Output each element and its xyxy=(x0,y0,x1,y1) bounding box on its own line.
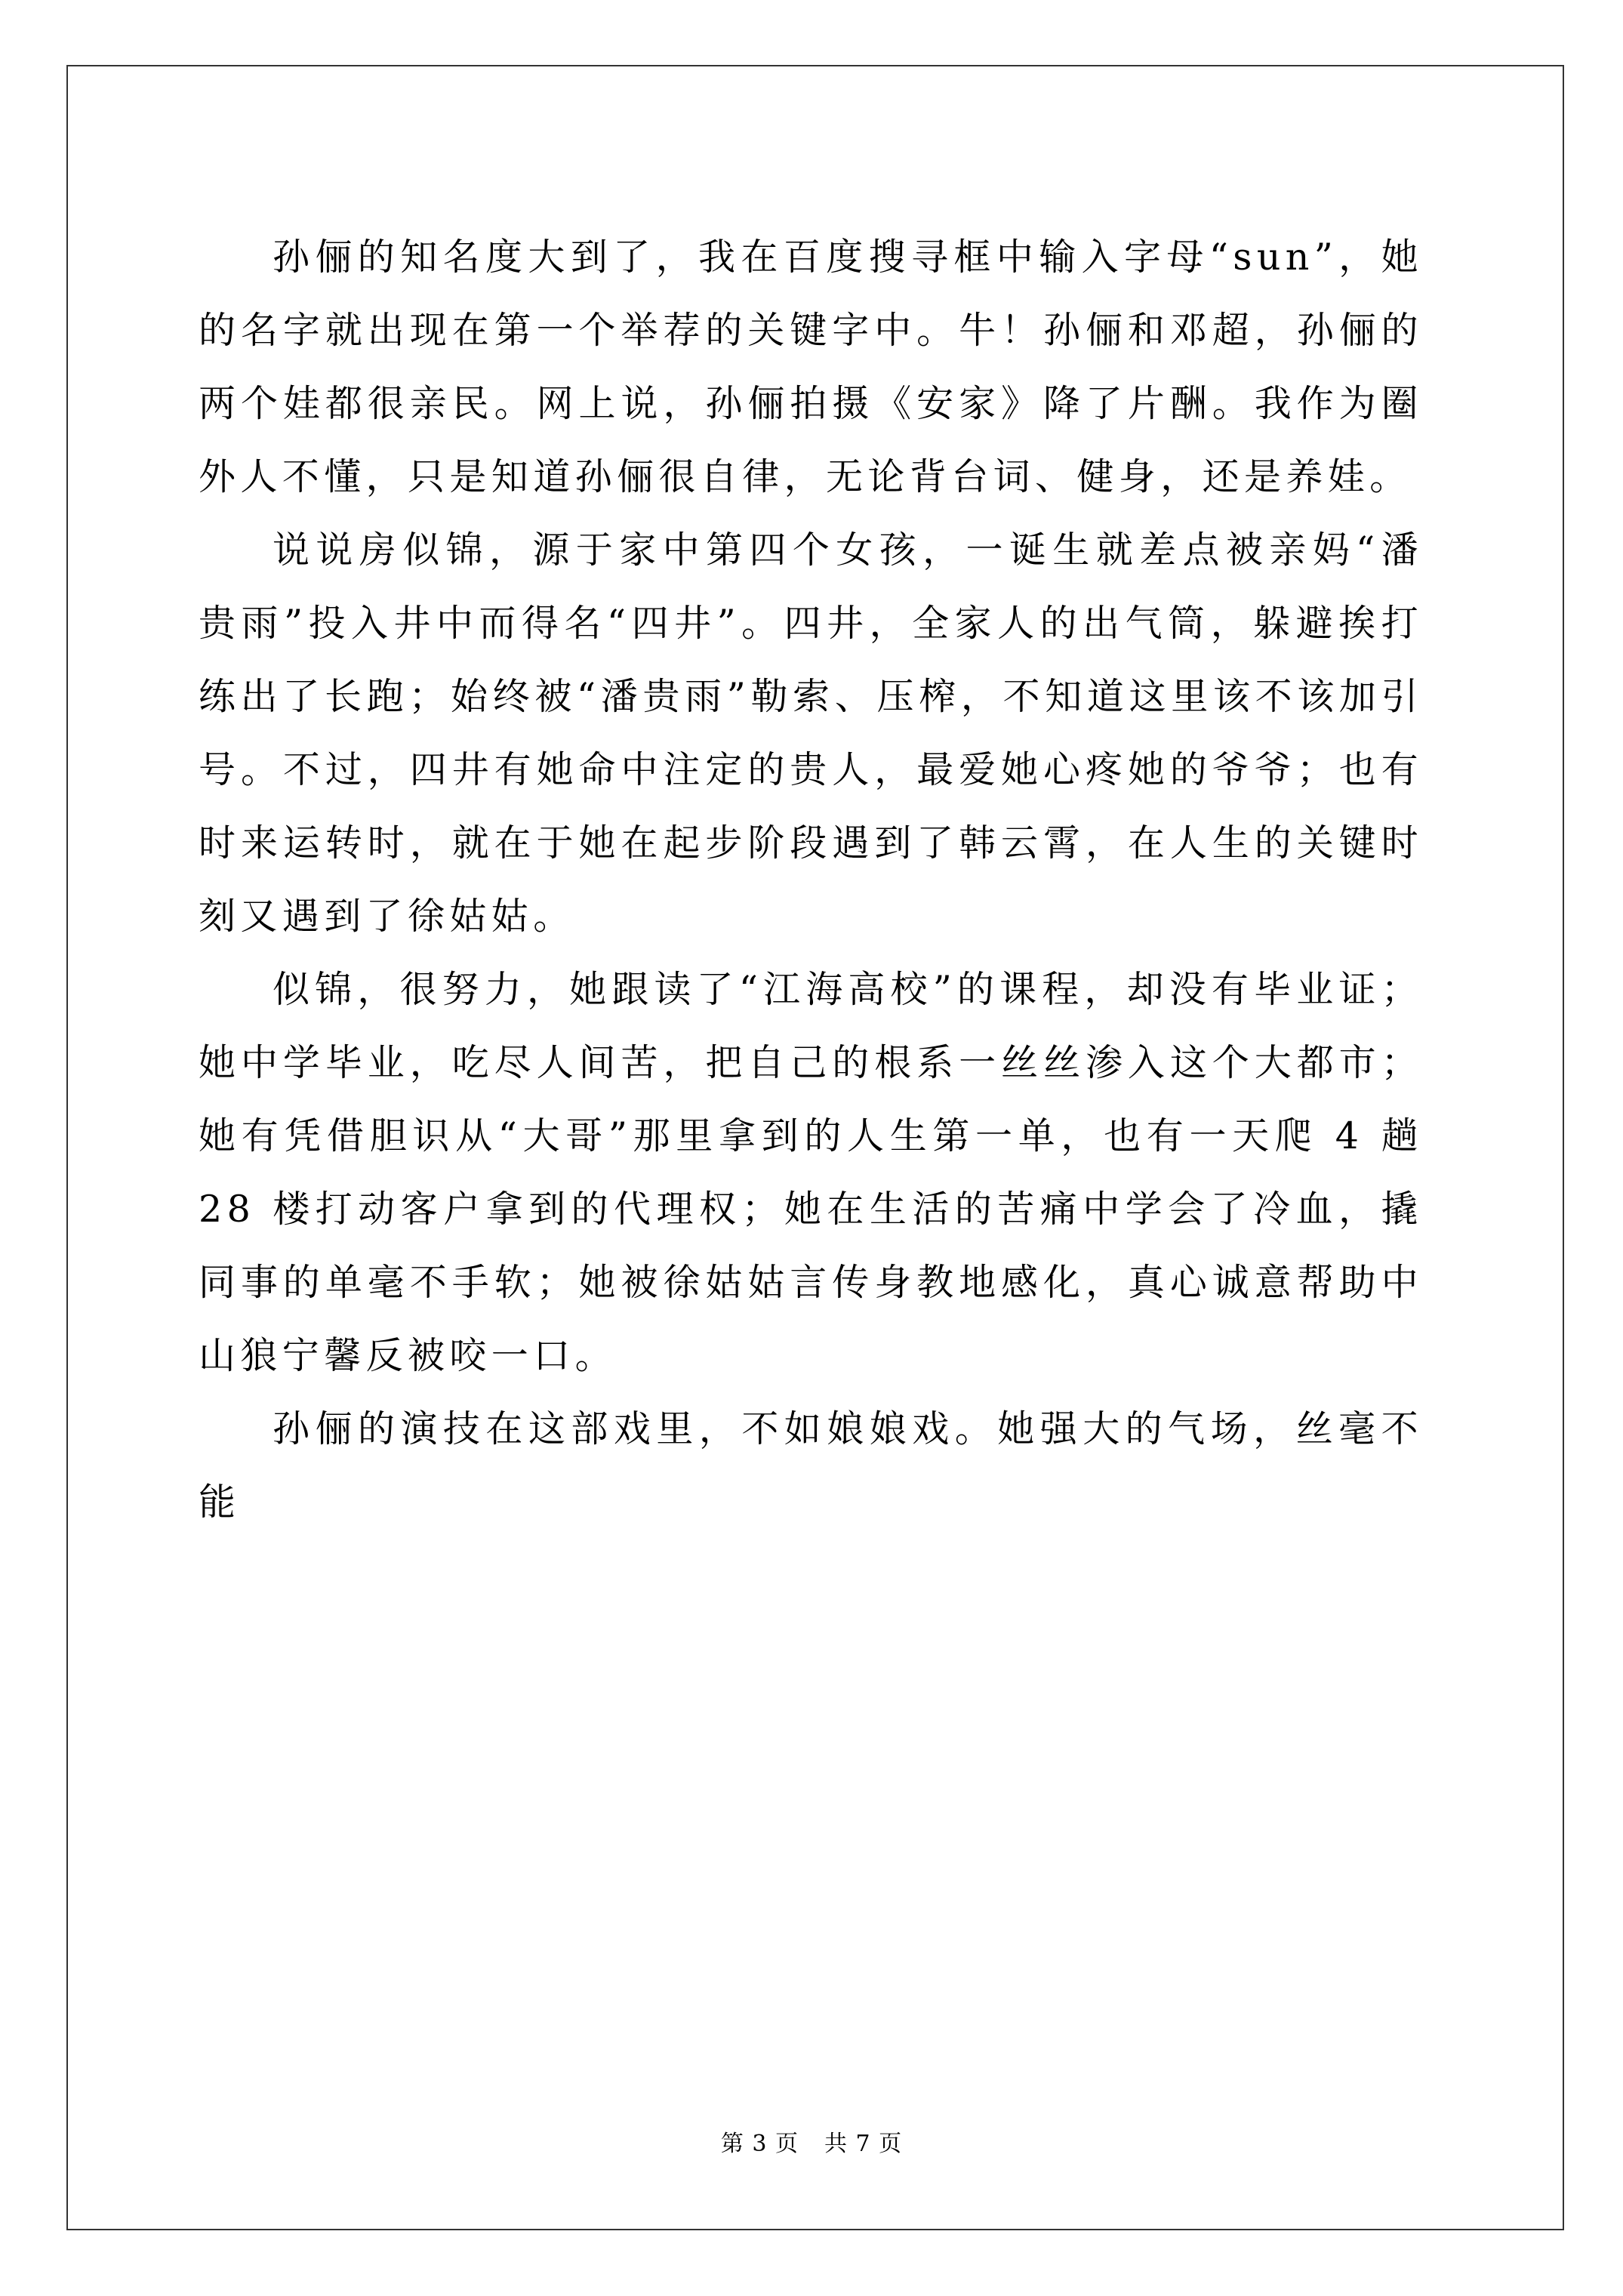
document-body xyxy=(199,220,1423,1539)
paragraph-4: 孙俪的演技在这部戏里，不如娘娘戏。她强大的气场，丝毫不能 xyxy=(199,1407,1423,1524)
page-footer xyxy=(0,2129,1623,2159)
page-total: 共 7 页 xyxy=(824,2131,903,2157)
page-number: 第 3 页 xyxy=(720,2131,799,2157)
paragraph-3: 似锦，很努力，她跟读了“江海高校”的课程，却没有毕业证；她中学毕业，吃尽人间苦，把自己的根系一丝丝渗入这个大都市；她有凭借胆识从“大哥”那里拿到的人生第一单，也有一天爬 4 趟 28 楼打动客户拿到的代理权；她在生活的苦痛中学会了冷血，撬同事的单毫不手软；她被徐姑姑言传身教地感化，真心诚意帮助中山狼宁馨反被咬一口。 xyxy=(199,968,1423,1377)
paragraph-1: 孙俪的知名度大到了，我在百度搜寻框中输入字母“sun”，她的名字就出现在第一个举荐的关键字中。牛！孙俪和邓超，孙俪的两个娃都很亲民。网上说，孙俪拍摄《安家》降了片酬。我作为圈外人不懂，只是知道孙俪很自律，无论背台词、健身，还是养娃。 xyxy=(199,236,1423,498)
paragraph-2: 说说房似锦，源于家中第四个女孩，一诞生就差点被亲妈“潘贵雨”投入井中而得名“四井”。四井，全家人的出气筒，躲避挨打练出了长跑；始终被“潘贵雨”勒索、压榨，不知道这里该不该加引号。不过，四井有她命中注定的贵人，最爱她心疼她的爷爷；也有时来运转时，就在于她在起步阶段遇到了韩云霄，在人生的关键时刻又遇到了徐姑姑。 xyxy=(199,529,1423,938)
